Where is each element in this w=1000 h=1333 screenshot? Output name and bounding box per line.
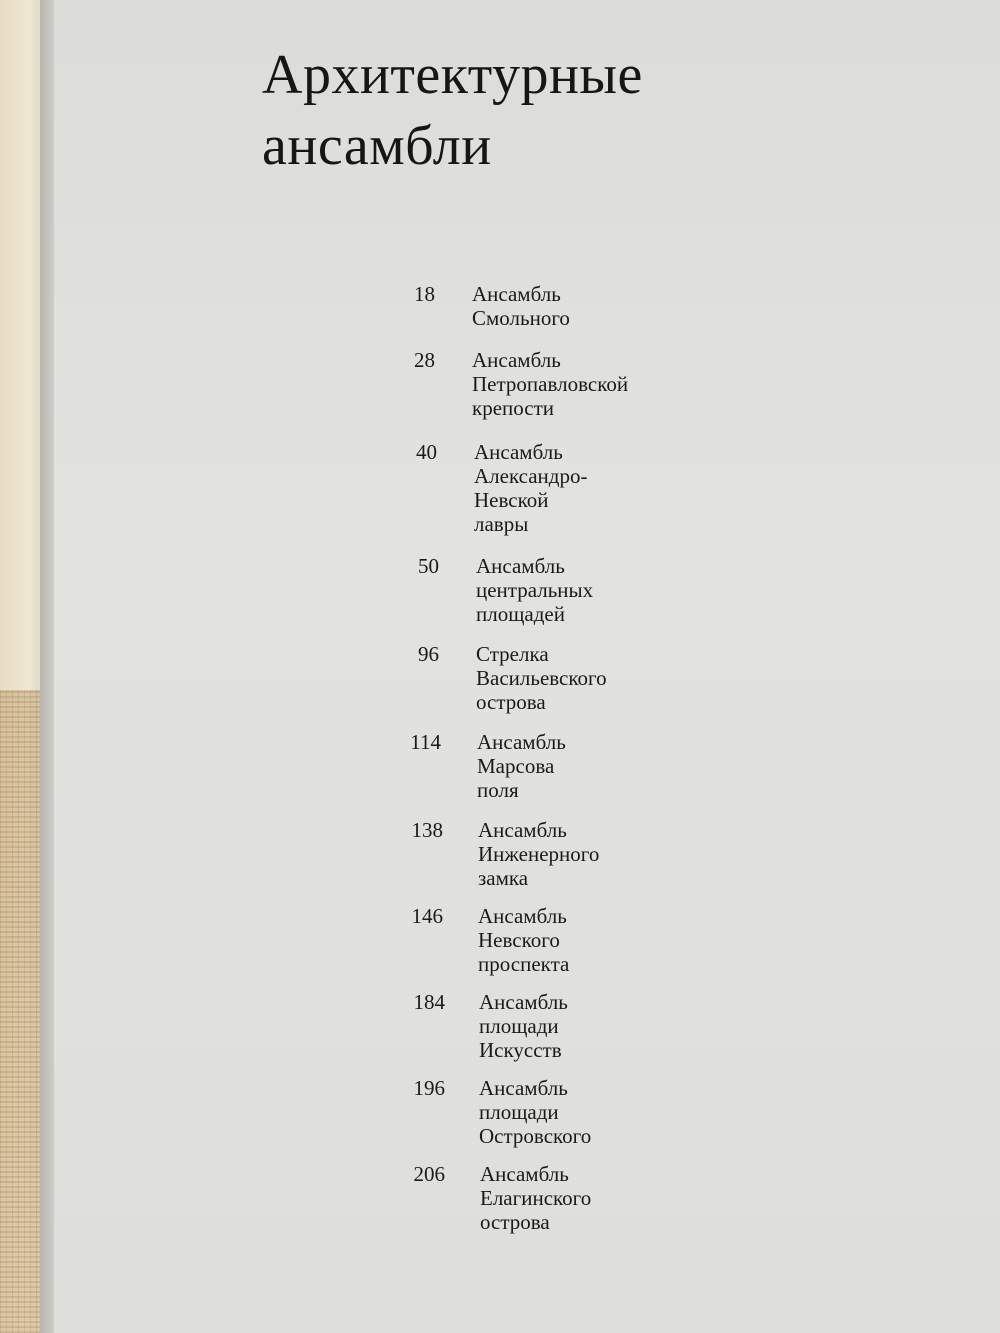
page-title: [262, 40, 643, 182]
toc-entry-title-line: Петропавловской: [472, 372, 629, 396]
toc-entry-title-line: Марсова: [477, 754, 555, 778]
toc-entry-title-line: Инженерного: [478, 842, 600, 866]
toc-entry: [54, 440, 1000, 536]
toc-entry-title-line: Искусств: [479, 1038, 562, 1062]
engraving-illustration: [0, 690, 42, 1333]
toc-entry: [54, 554, 1000, 626]
toc-page-number: 40: [416, 440, 437, 464]
toc-entry: [54, 282, 1000, 330]
toc-entry-title-line: поля: [477, 778, 519, 802]
toc-page-number: 184: [413, 990, 445, 1014]
toc-entry-title-line: Васильевского: [476, 666, 607, 690]
toc-entry-title-line: Ансамбль: [472, 282, 561, 306]
toc-entry: [54, 1162, 1000, 1234]
toc-entry-title-line: острова: [480, 1210, 550, 1234]
toc-page-number: 138: [411, 818, 443, 842]
title-line-1: Архитектурные: [262, 44, 643, 106]
toc-entry-title-line: центральных: [476, 578, 594, 602]
toc-entry: [54, 818, 1000, 890]
toc-entry-title-line: Ансамбль: [478, 904, 567, 928]
toc-entry: [54, 348, 1000, 420]
toc-page-number: 50: [418, 554, 439, 578]
toc-entry: [54, 1076, 1000, 1148]
toc-entry-title-line: Островского: [479, 1124, 592, 1148]
toc-page-number: 206: [413, 1162, 445, 1186]
toc-entry-title-line: Ансамбль: [479, 1076, 568, 1100]
toc-page-number: 114: [410, 730, 441, 754]
toc-entry-title-line: острова: [476, 690, 546, 714]
contents-page: [54, 0, 1000, 1333]
toc-entry-title-line: замка: [478, 866, 529, 890]
toc-entry: [54, 904, 1000, 976]
toc-entry-title-line: Александро-: [474, 464, 588, 488]
toc-entry-title-line: Ансамбль: [476, 554, 565, 578]
toc-entry-title-line: площади: [479, 1100, 559, 1124]
toc-entry-title-line: Ансамбль: [478, 818, 567, 842]
toc-entry-title-line: Ансамбль: [472, 348, 561, 372]
toc-page-number: 196: [413, 1076, 445, 1100]
book-gutter: [40, 0, 54, 1333]
toc-entry-title-line: Ансамбль: [479, 990, 568, 1014]
toc-page-number: 18: [414, 282, 435, 306]
toc-entry-title-line: проспекта: [478, 952, 570, 976]
title-line-2: ансамбли: [262, 115, 492, 177]
toc-entry-title-line: площадей: [476, 602, 565, 626]
toc-entry-title-line: крепости: [472, 396, 555, 420]
toc-page-number: 146: [411, 904, 443, 928]
toc-entry-title-line: Ансамбль: [474, 440, 563, 464]
toc-entry-title-line: площади: [479, 1014, 559, 1038]
toc-entry-title-line: Смольного: [472, 306, 570, 330]
toc-entry-title-line: Ансамбль: [477, 730, 566, 754]
toc-page-number: 96: [418, 642, 439, 666]
toc-page-number: 28: [414, 348, 435, 372]
toc-entry: [54, 990, 1000, 1062]
toc-entry-title-line: Елагинского: [480, 1186, 592, 1210]
toc-entry-title-line: Невской: [474, 488, 549, 512]
toc-entry: [54, 642, 1000, 714]
toc-entry-title-line: Невского: [478, 928, 560, 952]
toc-entry-title-line: Стрелка: [476, 642, 549, 666]
toc-entry-title-line: лавры: [474, 512, 529, 536]
toc-entry-title-line: Ансамбль: [480, 1162, 569, 1186]
toc-entry: [54, 730, 1000, 802]
